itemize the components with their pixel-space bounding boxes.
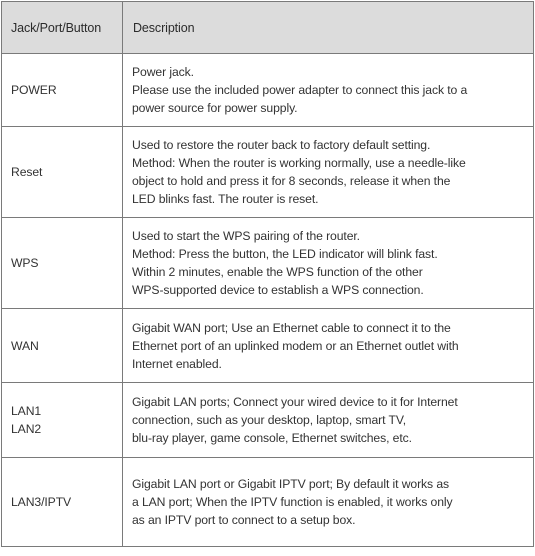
description-line: LED blinks fast. The router is reset.	[132, 192, 319, 206]
table-row	[2, 383, 534, 458]
port-cell	[2, 458, 123, 547]
description-cell	[123, 458, 534, 547]
description-line: Please use the included power adapter to connect this jack to a	[132, 83, 468, 97]
table-row	[2, 458, 534, 547]
port-name: Reset	[11, 165, 43, 179]
header-jack-port-button: Jack/Port/Button	[2, 2, 123, 54]
port-name: LAN2	[11, 422, 42, 436]
description-line: power source for power supply.	[132, 101, 298, 115]
table-header-row	[2, 2, 534, 54]
description-line: Gigabit LAN port or Gigabit IPTV port; By default it works as	[132, 477, 450, 491]
port-cell	[2, 54, 123, 127]
port-name: POWER	[11, 83, 57, 97]
table-row	[2, 127, 534, 218]
description-line: WPS-supported device to establish a WPS connection.	[132, 283, 424, 297]
description-line: blu-ray player, game console, Ethernet switches, etc.	[132, 431, 412, 445]
description-cell	[123, 218, 534, 309]
description-cell	[123, 383, 534, 458]
description-line: as an IPTV port to connect to a setup box.	[132, 513, 356, 527]
port-cell	[2, 383, 123, 458]
port-name: WAN	[11, 338, 39, 353]
port-name: LAN1	[11, 404, 42, 418]
port-name: WPS	[11, 256, 39, 270]
description-line: object to hold and press it for 8 seconds, release it when the	[132, 174, 451, 188]
port-cell	[2, 218, 123, 309]
ports-table	[1, 1, 534, 547]
port-cell	[2, 127, 123, 218]
port-cell	[2, 309, 123, 383]
description-line: Ethernet port of an uplinked modem or an Ethernet outlet with	[132, 338, 459, 353]
description-line: Method: When the router is working normally, use a needle-like	[132, 156, 466, 170]
description-line: a LAN port; When the IPTV function is enabled, it works only	[132, 495, 453, 509]
table-row	[2, 54, 534, 127]
description-line: Gigabit LAN ports; Connect your wired device to it for Internet	[132, 395, 458, 409]
description-line: Gigabit WAN port; Use an Ethernet cable to connect it to the	[132, 320, 451, 335]
description-line: Power jack.	[132, 65, 194, 79]
ports-table-container	[1, 1, 533, 547]
port-name: LAN3/IPTV	[11, 495, 72, 509]
description-cell	[123, 127, 534, 218]
header-description: Description	[123, 2, 534, 54]
table-row	[2, 309, 534, 383]
description-line: Used to restore the router back to factory default setting.	[132, 138, 431, 152]
description-line: Internet enabled.	[132, 356, 222, 371]
description-line: connection, such as your desktop, laptop, smart TV,	[132, 413, 407, 427]
description-line: Within 2 minutes, enable the WPS function of the other	[132, 265, 423, 279]
description-line: Method: Press the button, the LED indicator will blink fast.	[132, 247, 438, 261]
table-row	[2, 218, 534, 309]
description-line: Used to start the WPS pairing of the router.	[132, 229, 360, 243]
description-cell	[123, 309, 534, 383]
description-cell	[123, 54, 534, 127]
